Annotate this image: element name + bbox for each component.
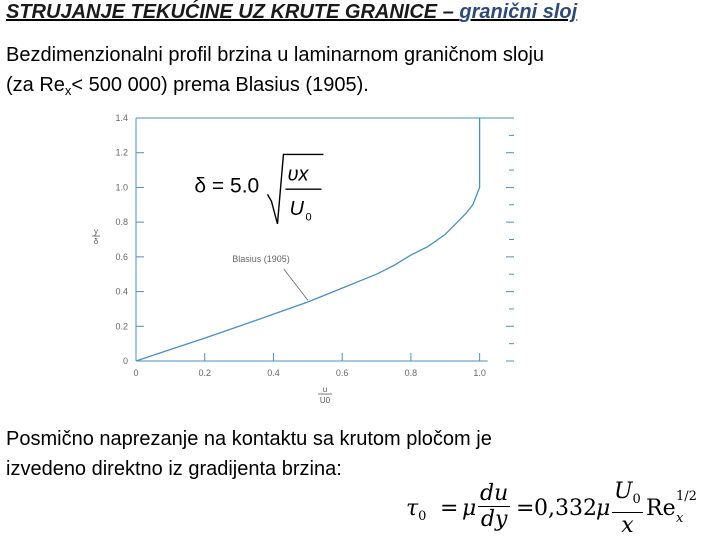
eq-tau-symbol: τ — [406, 496, 419, 521]
y-tick-label: 1.2 — [115, 147, 128, 158]
eq-x: x — [621, 513, 634, 538]
intro-line1: Bezdimenzionalni profil brzina u laminarnom graničnom sloju — [6, 44, 545, 66]
y-tick-label: 0.8 — [115, 217, 128, 228]
eq-Re-sub: x — [676, 511, 684, 526]
formula-numerator: υx — [287, 163, 309, 186]
formula-denominator-sub: 0 — [305, 211, 312, 224]
eq-coefficient: 0,332 — [534, 496, 597, 521]
shear-paragraph — [6, 424, 714, 484]
eq-tau-sub: 0 — [418, 509, 427, 524]
eq-du-dy — [478, 482, 510, 533]
y-tick-label: 0.2 — [115, 321, 128, 332]
eq-mu-2: μ — [596, 496, 611, 521]
intro-line2 — [6, 70, 714, 106]
chart-ticks — [136, 118, 514, 361]
x-tick-label: 0 — [133, 368, 139, 378]
eq-Re-sup: 1/2 — [676, 489, 697, 504]
shear-line1: Posmično naprezanje na kontaktu sa krutom pločom je — [6, 428, 492, 450]
eq-du: du — [480, 481, 509, 506]
y-tick-label: 0.4 — [115, 286, 128, 297]
slide-title — [6, 0, 714, 24]
eq-U-sub: 0 — [632, 492, 641, 507]
shear-line2: izvedeno direktno iz gradijenta brzina: — [6, 458, 342, 480]
formula-denominator: U — [289, 198, 304, 221]
x-tick-label: 0.4 — [267, 368, 280, 378]
x-tick-label: 1.0 — [473, 368, 486, 378]
title-part2: granični sloj — [459, 1, 578, 23]
x-tick-label: 0.2 — [198, 368, 211, 378]
y-tick-label: 0.6 — [115, 251, 128, 262]
eq-equals-1: = — [440, 496, 459, 521]
eq-U: U — [614, 479, 633, 504]
blasius-chart-svg — [86, 112, 526, 417]
title-part1: STRUJANJE TEKUĆINE UZ KRUTE GRANICE – — [6, 1, 460, 23]
intro-line2-post: < 500 000) prema Blasius (1905). — [71, 74, 369, 96]
eq-tau — [406, 496, 426, 530]
ylabel-denominator: δ — [93, 237, 99, 247]
eq-equals-2: = — [516, 496, 535, 521]
intro-paragraph — [6, 40, 714, 106]
eq-Re-text: Re — [646, 496, 676, 521]
eq-Re — [646, 496, 676, 522]
y-tick-label: 0 — [122, 356, 128, 366]
intro-line2-sub: x — [64, 83, 72, 98]
shear-stress-equation — [406, 480, 706, 538]
eq-U0 — [612, 480, 643, 513]
xlabel-denominator: U0 — [319, 396, 331, 405]
annotation-label: Blasius (1905) — [232, 254, 290, 265]
eq-mu-1: μ — [462, 496, 477, 521]
y-tick-label: 1.0 — [115, 182, 128, 193]
x-tick-label: 0.8 — [404, 368, 418, 378]
blasius-chart — [86, 112, 526, 417]
eq-U0-over-x — [612, 480, 643, 539]
formula-lhs: δ = 5.0 — [194, 174, 260, 198]
x-tick-label: 0.6 — [335, 368, 349, 378]
eq-dy: dy — [480, 507, 508, 532]
chart-axes — [136, 118, 514, 361]
ylabel-numerator: y — [94, 227, 98, 237]
intro-line2-pre: (za Re — [6, 74, 65, 96]
annotation-leader — [284, 269, 308, 300]
xlabel-numerator: u — [322, 385, 328, 394]
y-tick-label: 1.4 — [115, 113, 128, 123]
